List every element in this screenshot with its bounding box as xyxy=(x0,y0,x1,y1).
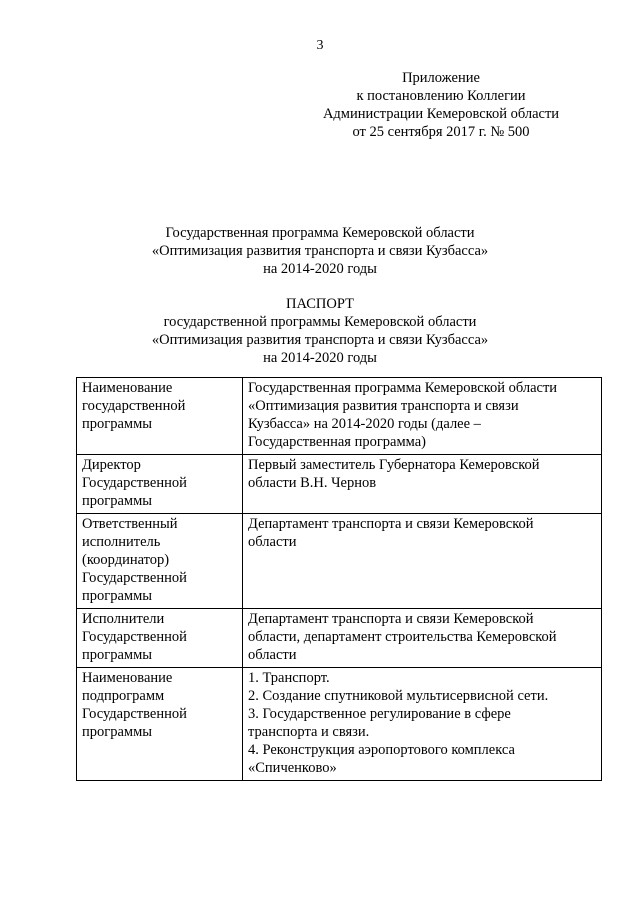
passport-title xyxy=(0,295,640,367)
program-title xyxy=(0,224,640,278)
row-label: Ответственный исполнитель (координатор) Государственной программы xyxy=(77,514,243,609)
passport-title-line: государственной программы Кемеровской области xyxy=(163,314,477,330)
row-label: Директор Государственной программы xyxy=(77,455,243,514)
row-value: 1. Транспорт. 2. Создание спутниковой мультисервисной сети. 3. Государственное регулирование в сфере транспорта и связи. 4. Реконструкция аэропортового комплекса «Спиченково» xyxy=(243,668,602,781)
program-title-line: на 2014-2020 годы xyxy=(263,261,377,277)
row-label: Наименование государственной программы xyxy=(77,378,243,455)
appendix-line: Администрации Кемеровской области xyxy=(322,106,560,122)
appendix-line: к постановлению Коллегии xyxy=(356,88,526,104)
appendix-line: Приложение xyxy=(402,70,480,86)
table-row xyxy=(77,455,602,514)
row-label: Наименование подпрограмм Государственной программы xyxy=(77,668,243,781)
table-row xyxy=(77,378,602,455)
page-number: 3 xyxy=(316,38,324,53)
appendix-line: от 25 сентября 2017 г. № 500 xyxy=(352,124,530,140)
passport-title-line: ПАСПОРТ xyxy=(286,296,354,312)
passport-table xyxy=(76,377,602,781)
passport-title-line: «Оптимизация развития транспорта и связи Кузбасса» xyxy=(151,332,489,348)
table-row xyxy=(77,668,602,781)
row-value: Департамент транспорта и связи Кемеровской области, департамент строительства Кемеровской области xyxy=(243,609,602,668)
row-value: Первый заместитель Губернатора Кемеровской области В.Н. Чернов xyxy=(243,455,602,514)
program-title-line: «Оптимизация развития транспорта и связи Кузбасса» xyxy=(151,243,489,259)
table-row xyxy=(77,609,602,668)
row-value: Государственная программа Кемеровской области «Оптимизация развития транспорта и связи Кузбасса» на 2014-2020 годы (далее – Государственная программа) xyxy=(243,378,602,455)
row-label: Исполнители Государственной программы xyxy=(77,609,243,668)
row-value: Департамент транспорта и связи Кемеровской области xyxy=(243,514,602,609)
table-row xyxy=(77,514,602,609)
appendix-header xyxy=(300,69,582,141)
passport-title-line: на 2014-2020 годы xyxy=(263,350,377,366)
program-title-line: Государственная программа Кемеровской области xyxy=(165,225,475,241)
